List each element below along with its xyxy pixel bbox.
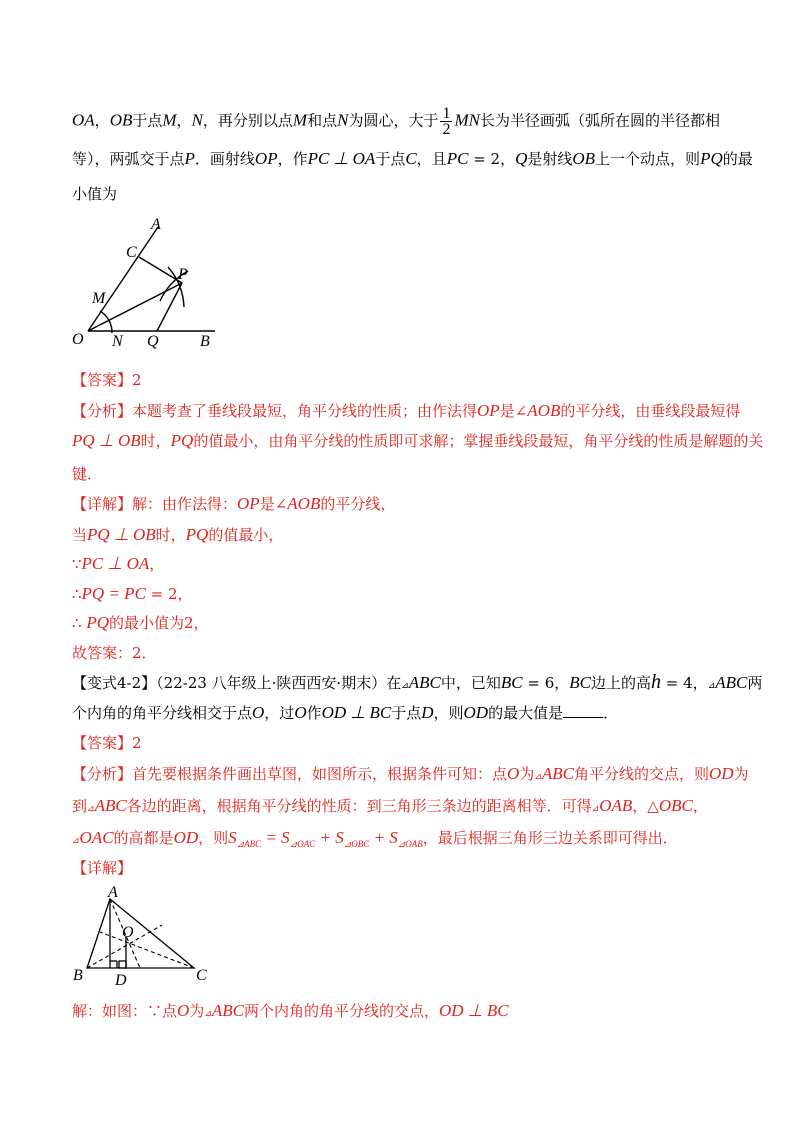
label-p: P [178, 266, 188, 283]
detail-1-line-1: 【详解】解：由作法得：OP是∠AOB的平分线， [72, 494, 396, 513]
analysis-1-line-1: 【分析】本题考查了垂线段最短，角平分线的性质；由作法得OP是∠AOB的平分线，由垂线段最短得 [72, 401, 741, 420]
fraction: $\frac{1}{2}$ [442, 105, 451, 138]
q2-line-2: 个内角的角平分线相交于点O，过O作OD ⊥ BC于点D，则OD的最大值是 ． [72, 703, 619, 722]
label-b: B [200, 333, 210, 350]
label-c: C [126, 244, 137, 261]
answer-blank [563, 703, 603, 718]
answer-2: 【答案】2 [72, 734, 142, 752]
q2-line-1: 【变式4-2】（22-23 八年级上·陕西西安·期末）在⊿ABC中，已知BC = 6，BC边上的高h = 4，⊿ABC两 [72, 671, 763, 693]
segment-pq [157, 283, 182, 331]
analysis-2-line-3: ⊿OAC的高都是OD，则$S_{⊿ABC} = S_{⊿OAC} + S_{⊿OBC} + S_{⊿OAB}$，最后根据三角形三边关系即可得出． [72, 828, 678, 849]
detail-2-tag: 【详解】 [72, 859, 133, 877]
answer-1: 【答案】2 [72, 371, 142, 389]
detail-1-line-2: 当PQ ⊥ OB时，PQ的值最小， [72, 525, 284, 544]
label-o: O [72, 331, 84, 348]
q1-line-2: 等），两弧交于点P．画射线OP，作PC ⊥ OA于点C，且PC = 2，Q是射线OB上一个动点，则PQ的最 [72, 149, 753, 168]
tri-label-c: C [196, 967, 207, 984]
tri-label-b: B [73, 967, 83, 984]
q1-line-3: 小值为 [72, 185, 118, 203]
tri-label-o: O [122, 924, 134, 941]
triangle-figure [70, 885, 220, 990]
label-a: A [151, 216, 161, 233]
right-angle-box [119, 961, 126, 968]
analysis-1-line-2: PQ ⊥ OB时，PQ的值最小，由角平分线的性质即可求解；掌握垂线段最短，角平分线的性质是解题的关 [72, 431, 764, 450]
label-q: Q [147, 333, 159, 350]
bisector-c [100, 932, 194, 968]
tri-label-d: D [115, 972, 127, 989]
triangle-abc [87, 899, 194, 968]
detail-1-line-5: ∴ PQ的最小值为2， [72, 613, 209, 632]
analysis-1-line-3: 键． [72, 465, 103, 483]
tri-label-a: A [108, 885, 118, 901]
detail-1-line-3: ∵PC ⊥ OA， [72, 554, 165, 573]
label-n: N [112, 333, 123, 350]
angle-bisector-figure [60, 215, 230, 355]
final-answer-1: 故答案：2． [72, 644, 157, 662]
q1-line-1: OA，OB于点M，N，再分别以点M和点N为圆心，大于 $\frac{1}{2}$ MN长为半径画弧（弧所在圆的半径都相 [72, 105, 720, 138]
label-m: M [92, 290, 106, 307]
solution-2-line-1: 解：如图：∵点O为⊿ABC两个内角的角平分线的交点，OD ⊥ BC [72, 1001, 509, 1020]
detail-1-line-4: ∴PQ = PC = 2， [72, 584, 193, 603]
analysis-2-line-2: 到⊿ABC各边的距离，根据角平分线的性质：到三角形三条边的距离相等．可得⊿OAB，△OBC， [72, 796, 708, 815]
ray-oa [88, 227, 158, 331]
analysis-2-line-1: 【分析】首先要根据条件画出草图，如图所示，根据条件可知：点O为⊿ABC角平分线的交点，则OD为 [72, 764, 749, 783]
